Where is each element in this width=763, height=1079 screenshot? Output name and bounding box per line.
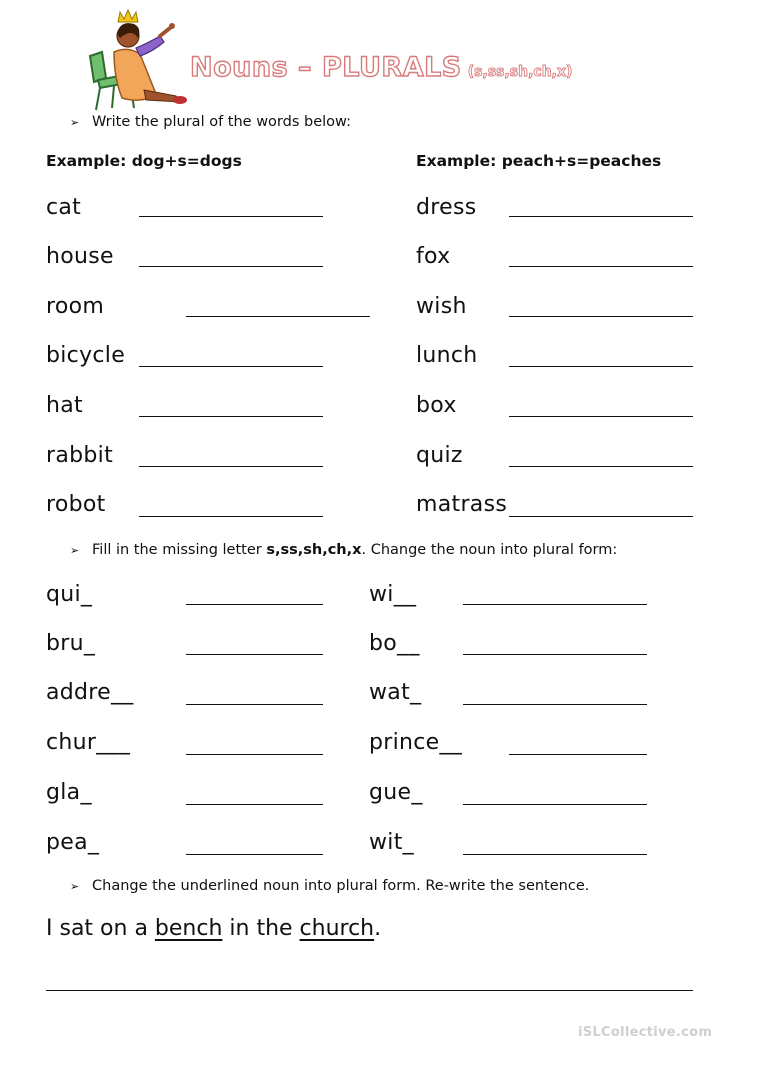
word-left-5: hat <box>46 393 83 418</box>
answer-line[interactable] <box>509 516 693 517</box>
title-main: Nouns – PLURALS <box>190 52 462 83</box>
answer-line[interactable] <box>139 466 323 467</box>
answer-line[interactable] <box>463 654 647 655</box>
arrow-bullet-icon: ➢ <box>70 544 80 557</box>
arrow-bullet-icon: ➢ <box>70 880 80 893</box>
answer-line[interactable] <box>463 704 647 705</box>
girl-in-crown-on-chair-illustration <box>84 8 194 112</box>
sentence-part-1: I sat on a <box>46 916 155 941</box>
sentence-part-3: . <box>374 916 382 941</box>
instruction-3 <box>70 878 589 894</box>
answer-line[interactable] <box>186 754 323 755</box>
instruction-2-letters: s,ss,sh,ch,x <box>266 542 362 558</box>
word-right-3: wish <box>416 294 467 319</box>
instruction-2-post: . Change the noun into plural form: <box>361 542 618 558</box>
answer-line[interactable] <box>463 804 647 805</box>
rewrite-answer-line[interactable] <box>46 990 693 991</box>
answer-line[interactable] <box>509 366 693 367</box>
answer-line[interactable] <box>139 216 323 217</box>
sentence-part-2: in the <box>222 916 300 941</box>
answer-line[interactable] <box>509 316 693 317</box>
word-left-4: bicycle <box>46 343 126 368</box>
word-right-6: quiz <box>416 443 463 468</box>
answer-line[interactable] <box>139 516 323 517</box>
watermark: iSLCollective.com <box>578 1025 713 1040</box>
word-right-2: fox <box>416 244 451 269</box>
arrow-bullet-icon: ➢ <box>70 116 80 129</box>
answer-line[interactable] <box>186 654 323 655</box>
instruction-1-text: Write the plural of the words below: <box>92 114 351 130</box>
fill-word-left-5: gla_ <box>46 780 92 805</box>
fill-word-right-2: bo__ <box>369 631 420 656</box>
word-left-1: cat <box>46 195 82 220</box>
worksheet-title <box>190 52 572 83</box>
word-left-7: robot <box>46 492 106 517</box>
fill-word-left-6: pea_ <box>46 830 100 855</box>
fill-word-right-6: wit_ <box>369 830 414 855</box>
answer-line[interactable] <box>186 604 323 605</box>
instruction-1 <box>70 114 351 130</box>
word-right-5: box <box>416 393 457 418</box>
word-left-2: house <box>46 244 114 269</box>
fill-word-left-3: addre__ <box>46 680 134 705</box>
fill-word-right-4: prince__ <box>369 730 463 755</box>
word-left-6: rabbit <box>46 443 113 468</box>
fill-word-right-3: wat_ <box>369 680 422 705</box>
answer-line[interactable] <box>509 416 693 417</box>
instruction-3-text: Change the underlined noun into plural form. Re-write the sentence. <box>92 878 590 894</box>
answer-line[interactable] <box>139 416 323 417</box>
example-left: Example: dog+s=dogs <box>46 152 242 170</box>
answer-line[interactable] <box>186 854 323 855</box>
fill-word-left-1: qui_ <box>46 582 93 607</box>
word-right-7: matrass <box>416 492 508 517</box>
answer-line[interactable] <box>463 604 647 605</box>
answer-line[interactable] <box>509 266 693 267</box>
fill-word-right-1: wi__ <box>369 582 417 607</box>
underlined-noun-bench: bench <box>154 916 223 941</box>
answer-line[interactable] <box>509 466 693 467</box>
underlined-noun-church: church <box>299 916 375 941</box>
answer-line[interactable] <box>509 216 693 217</box>
fill-word-left-4: chur___ <box>46 730 131 755</box>
title-subtitle: (s,ss,sh,ch,x) <box>467 64 573 80</box>
sentence <box>46 916 381 941</box>
answer-line[interactable] <box>186 804 323 805</box>
answer-line[interactable] <box>186 316 370 317</box>
fill-word-right-5: gue_ <box>369 780 423 805</box>
answer-line[interactable] <box>139 366 323 367</box>
word-left-3: room <box>46 294 105 319</box>
instruction-2 <box>70 542 617 558</box>
instruction-2-pre: Fill in the missing letter <box>92 542 267 558</box>
word-right-1: dress <box>416 195 477 220</box>
fill-word-left-2: bru_ <box>46 631 96 656</box>
answer-line[interactable] <box>463 854 647 855</box>
example-right: Example: peach+s=peaches <box>416 152 662 170</box>
answer-line[interactable] <box>509 754 647 755</box>
answer-line[interactable] <box>139 266 323 267</box>
answer-line[interactable] <box>186 704 323 705</box>
word-right-4: lunch <box>416 343 478 368</box>
